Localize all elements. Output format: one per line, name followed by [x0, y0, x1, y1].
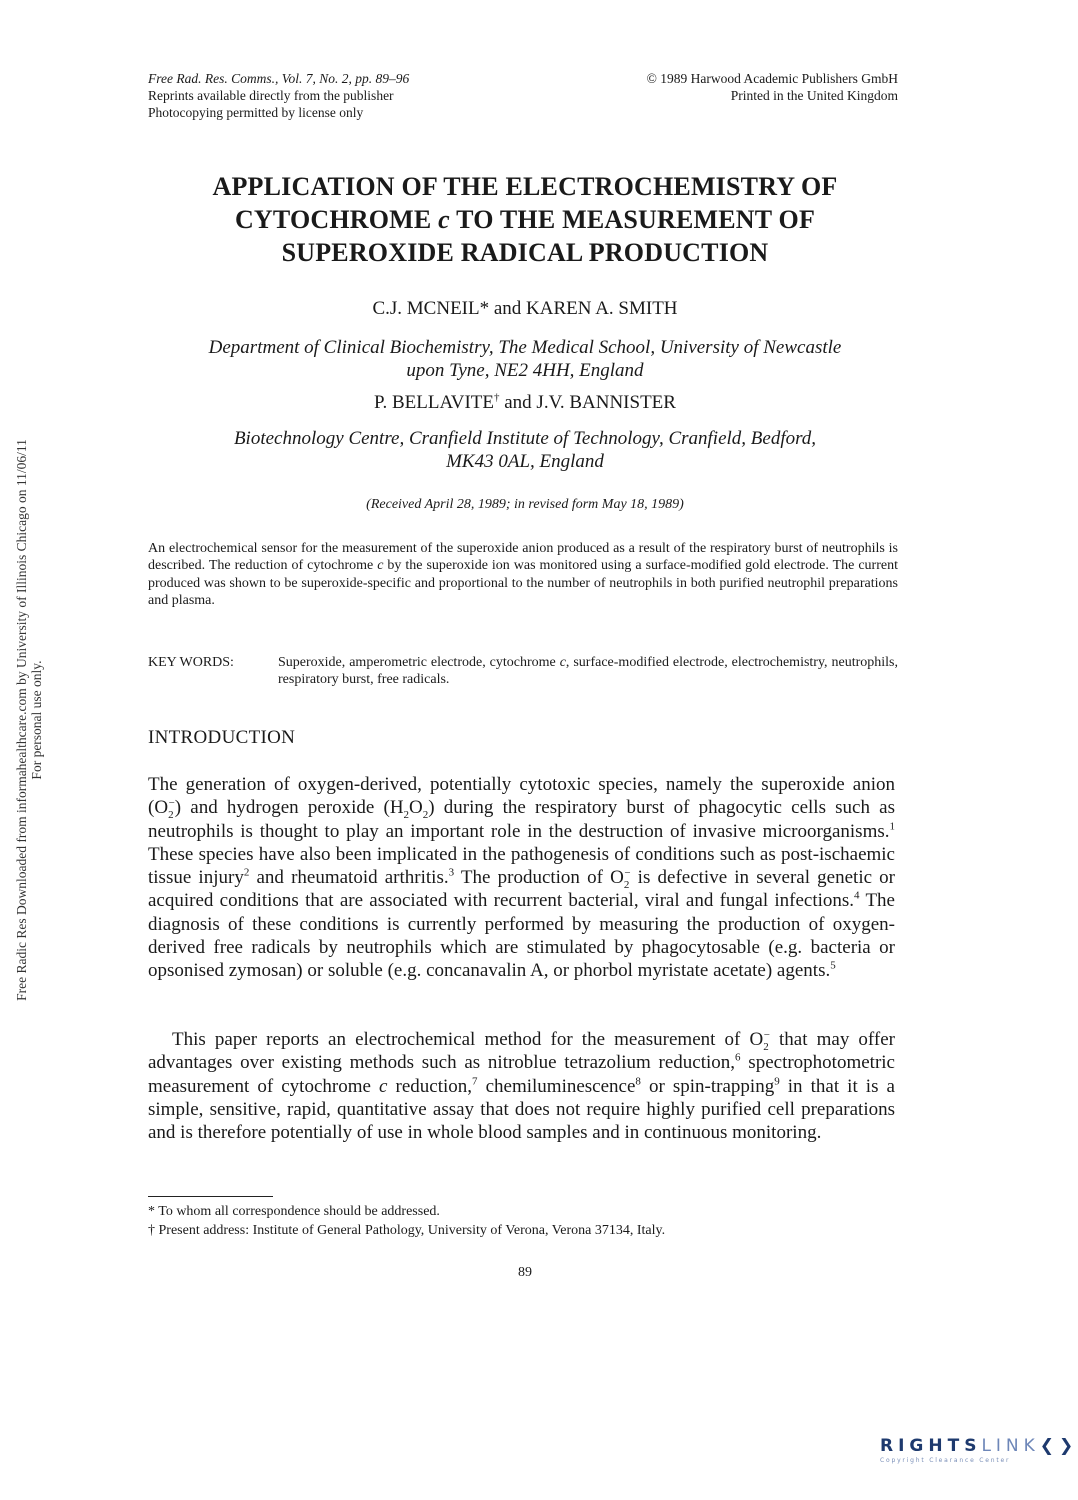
author-dagger-mark: † [494, 391, 500, 404]
title-line-2-a: CYTOCHROME [234, 205, 439, 234]
affiliation-2 [130, 427, 920, 473]
p1-s4: O [409, 797, 423, 819]
authors-group-1: C.J. MCNEIL* and KAREN A. SMITH [372, 298, 678, 319]
ref-1: 1 [889, 820, 895, 833]
title-line-2-italic: c [438, 205, 450, 234]
title-line-2 [100, 203, 950, 236]
footnote-correspondence: * To whom all correspondence should be addressed. [148, 1204, 440, 1219]
intro-paragraph-1 [148, 773, 895, 983]
abstract-italic-c: c [377, 558, 384, 574]
keywords-label: KEY WORDS: [148, 655, 234, 670]
p1-sub-1: 2 [403, 809, 410, 822]
footnote-present-address: † Present address: Institute of General Pathology, University of Verona, Verona 37134, Italy. [148, 1223, 666, 1238]
p1-s1: The generation of oxygen-derived, potentially cytotoxic species, namely the superoxide anion ( [148, 774, 895, 819]
received-dates: (Received April 28, 1989; in revised form May 18, 1989) [366, 497, 684, 512]
p1-s2: ) and hydrogen peroxide (H [174, 797, 404, 819]
p2-s7: in that it is a simple, sensitive, rapid, quantitative assay that does not require highly purified cell preparations and is therefore potentially of use in whole blood samples and in continuous monitoring. [148, 1075, 895, 1144]
p1-s8: and rheumatoid arthritis. [249, 867, 449, 889]
superoxide-symbol: $O_2^-$ [154, 796, 175, 822]
paper-title [100, 170, 950, 269]
affiliation-1-line-2: upon Tyne, NE2 4HH, England [406, 360, 644, 381]
title-line-2-b: TO THE MEASUREMENT OF [449, 205, 816, 234]
ref-3: 3 [448, 866, 455, 879]
title-line-3: SUPEROXIDE RADICAL PRODUCTION [281, 238, 769, 267]
rightslink-logo[interactable] [880, 1436, 1078, 1464]
p2-s4: reduction, [387, 1075, 473, 1097]
p1-s10: is defective in several genetic or acquired conditions that are associated with recurrent bacterial, viral and fungal infections. [148, 867, 896, 912]
abstract-part-b: by the superoxide ion was monitored using a surface-modified gold electrode. The current produced was shown to be superoxide-specific and proportional to the number of neutrophils in both purified neutrophil preparations and plasma. [148, 558, 898, 608]
p1-s6: ) during the respiratory burst of phagocytic cells such as neutrophils is thought to play an important role in the destruction of invasive microorganisms. [148, 797, 895, 842]
journal-citation: Free Rad. Res. Comms., Vol. 7, No. 2, pp. 89–96 [148, 71, 410, 86]
ref-6: 6 [735, 1051, 741, 1064]
rightslink-tagline: Copyright Clearance Center [880, 1457, 1011, 1464]
ref-8: 8 [635, 1075, 641, 1088]
rightslink-wordmark: RIGHTSLINK❮❯ [880, 1436, 1078, 1456]
affiliation-2-line-1: Biotechnology Centre, Cranfield Institute of Technology, Cranfield, Bedford, [233, 428, 817, 449]
section-heading-introduction: INTRODUCTION [148, 727, 296, 748]
p2-s2: that may offer advantages over existing methods such as nitroblue tetrazolium reduction, [148, 1029, 895, 1074]
page-number: 89 [518, 1265, 532, 1280]
p1-sub-2: 2 [422, 809, 429, 822]
authors-group-2 [100, 391, 950, 415]
journal-header-right [560, 70, 898, 104]
p2-s3: spectrophotometric measurement of cytochrome [148, 1052, 895, 1097]
affiliation-2-line-2: MK43 0AL, England [446, 451, 604, 472]
p2-s6: or spin-trapping [640, 1075, 775, 1097]
keywords-part-b: , surface-modified electrode, electrochemistry, neutrophils, respiratory burst, free radicals. [278, 655, 898, 688]
superoxide-symbol: $O_2^-$ [749, 1028, 770, 1053]
keywords-text [278, 654, 898, 689]
side-note-line-1: Free Radic Res Downloaded from informahealthcare.com by University of Illinois Chicago on 11/06/11 [14, 439, 29, 1001]
ref-2: 2 [243, 866, 250, 879]
ref-5: 5 [830, 960, 836, 973]
affiliation-1-line-1: Department of Clinical Biochemistry, The Medical School, University of Newcastle [208, 337, 842, 358]
copyright-note: © 1989 Harwood Academic Publishers GmbH [646, 71, 898, 86]
intro-paragraph-2 [148, 1028, 895, 1144]
p2-s5: chemiluminescence [477, 1075, 636, 1097]
side-note-line-2: For personal use only. [29, 660, 44, 780]
reprints-note: Reprints available directly from the publisher [148, 88, 394, 103]
keywords-italic-c: c [559, 655, 566, 670]
journal-header-left [148, 70, 568, 121]
p1-s11: The diagnosis of these conditions is currently performed by measuring the production of oxygen-derived free radicals by neutrophils which are stimulated by phagocytosable (e.g. bacteria or opsonised zymosan) or soluble (e.g. concanavalin A, or phorbol myristate acetate) agents. [148, 890, 895, 982]
ref-4: 4 [854, 890, 860, 903]
author-group-2-rest: and J.V. BANNISTER [499, 392, 676, 413]
p2-s1: This paper reports an electrochemical method for the measurement of [172, 1029, 750, 1050]
printed-note: Printed in the United Kingdom [730, 88, 898, 103]
photocopying-note: Photocopying permitted by license only [148, 105, 364, 120]
superoxide-symbol: $O_2^-$ [610, 866, 631, 891]
title-line-1: APPLICATION OF THE ELECTROCHEMISTRY OF [212, 172, 838, 201]
p2-italic-c: c [379, 1075, 388, 1097]
ref-7: 7 [472, 1075, 478, 1088]
abstract-part-a: An electrochemical sensor for the measurement of the superoxide anion produced as a result of the respiratory burst of neutrophils is described. The reduction of cytochrome [148, 541, 898, 574]
author-bellavite: P. BELLAVITE [374, 392, 494, 413]
ref-9: 9 [774, 1075, 780, 1088]
footnote-rule [148, 1196, 273, 1197]
p1-s7: These species have also been implicated in the pathogenesis of conditions such as post-ischaemic tissue injury [148, 843, 895, 889]
affiliation-1 [130, 336, 920, 382]
p1-s9: The production of [454, 867, 611, 889]
download-side-note [14, 360, 44, 1080]
abstract [148, 540, 898, 609]
keywords-part-a: Superoxide, amperometric electrode, cytochrome [278, 655, 560, 670]
